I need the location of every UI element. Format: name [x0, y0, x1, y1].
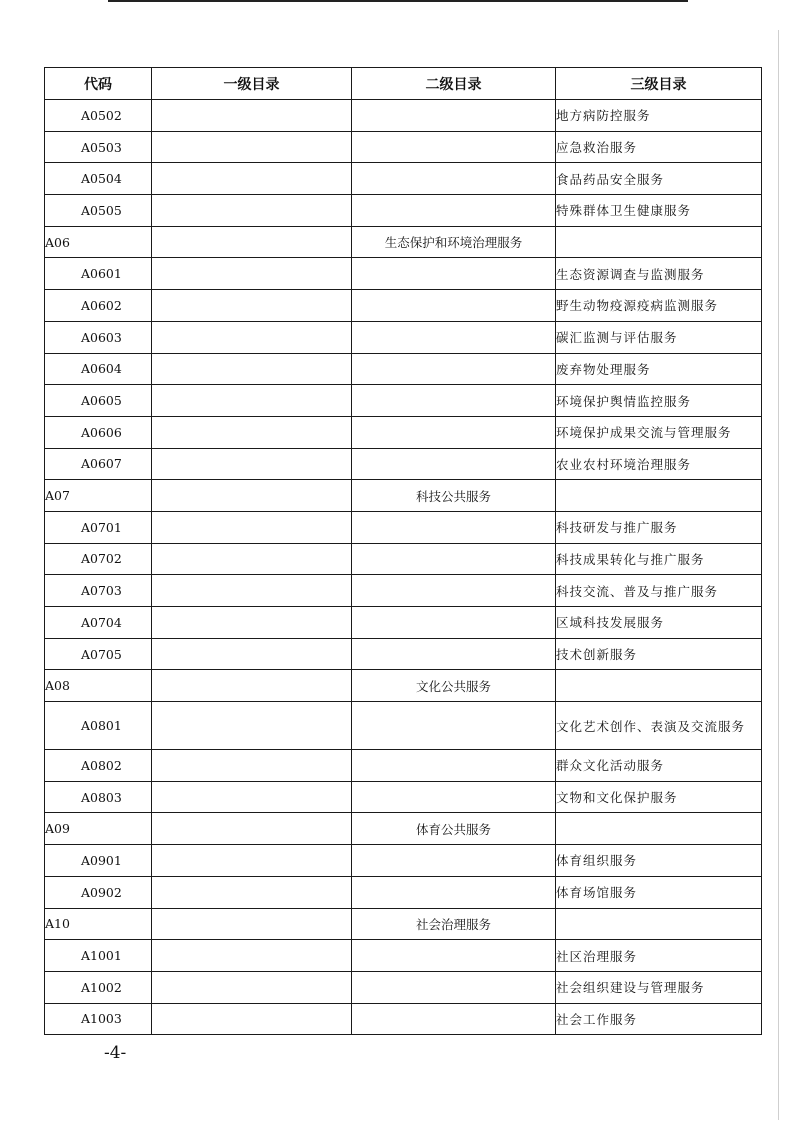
cell-level1 — [152, 908, 352, 940]
cell-level1 — [152, 1003, 352, 1035]
cell-level1 — [152, 195, 352, 227]
cell-code: A09 — [45, 813, 152, 845]
table-row — [45, 416, 762, 448]
cell-level1 — [152, 258, 352, 290]
cell-code: A0705 — [45, 638, 152, 670]
header-code: 代码 — [45, 68, 152, 100]
table-row — [45, 813, 762, 845]
cell-code: A07 — [45, 480, 152, 512]
cell-code: A0603 — [45, 321, 152, 353]
cell-level2: 科技公共服务 — [352, 480, 556, 512]
cell-level3: 群众文化活动服务 — [556, 750, 762, 782]
table-row — [45, 258, 762, 290]
cell-level3: 社区治理服务 — [556, 940, 762, 972]
table-row — [45, 971, 762, 1003]
cell-code: A0602 — [45, 290, 152, 322]
table-row — [45, 543, 762, 575]
cell-level2 — [352, 163, 556, 195]
cell-level2: 生态保护和环境治理服务 — [352, 226, 556, 258]
cell-level3: 地方病防控服务 — [556, 100, 762, 132]
cell-level3: 碳汇监测与评估服务 — [556, 321, 762, 353]
cell-level3: 体育场馆服务 — [556, 876, 762, 908]
cell-level2 — [352, 971, 556, 1003]
table-row — [45, 845, 762, 877]
cell-level1 — [152, 385, 352, 417]
header-level1: 一级目录 — [152, 68, 352, 100]
cell-code: A0803 — [45, 781, 152, 813]
table-row — [45, 702, 762, 750]
cell-level3: 科技研发与推广服务 — [556, 511, 762, 543]
cell-code: A06 — [45, 226, 152, 258]
cell-code: A0802 — [45, 750, 152, 782]
cell-code: A0902 — [45, 876, 152, 908]
cell-code: A08 — [45, 670, 152, 702]
cell-level2 — [352, 100, 556, 132]
cell-level2 — [352, 781, 556, 813]
cell-level2 — [352, 702, 556, 750]
cell-level3: 体育组织服务 — [556, 845, 762, 877]
cell-level1 — [152, 100, 352, 132]
cell-level2 — [352, 416, 556, 448]
table-header-row — [45, 68, 762, 100]
cell-code: A1001 — [45, 940, 152, 972]
cell-level2 — [352, 575, 556, 607]
cell-code: A0607 — [45, 448, 152, 480]
table-row — [45, 638, 762, 670]
cell-level1 — [152, 750, 352, 782]
cell-code: A0601 — [45, 258, 152, 290]
cell-level3: 科技交流、普及与推广服务 — [556, 575, 762, 607]
cell-level3: 社会组织建设与管理服务 — [556, 971, 762, 1003]
cell-code: A0702 — [45, 543, 152, 575]
cell-code: A0703 — [45, 575, 152, 607]
cell-level2: 社会治理服务 — [352, 908, 556, 940]
cell-level3: 文物和文化保护服务 — [556, 781, 762, 813]
cell-level1 — [152, 448, 352, 480]
cell-level2 — [352, 940, 556, 972]
cell-level3: 废弃物处理服务 — [556, 353, 762, 385]
cell-level2 — [352, 876, 556, 908]
table-row — [45, 290, 762, 322]
cell-code: A0605 — [45, 385, 152, 417]
cell-code: A1003 — [45, 1003, 152, 1035]
table-row — [45, 1003, 762, 1035]
cell-level3: 科技成果转化与推广服务 — [556, 543, 762, 575]
cell-level2 — [352, 353, 556, 385]
table-row — [45, 226, 762, 258]
table-row — [45, 670, 762, 702]
cell-code: A0701 — [45, 511, 152, 543]
cell-level3: 特殊群体卫生健康服务 — [556, 195, 762, 227]
cell-level3: 环境保护成果交流与管理服务 — [556, 416, 762, 448]
cell-code: A1002 — [45, 971, 152, 1003]
cell-level1 — [152, 163, 352, 195]
cell-code: A0502 — [45, 100, 152, 132]
cell-level3: 文化艺术创作、表演及交流服务 — [556, 702, 762, 750]
cell-level1 — [152, 813, 352, 845]
cell-level1 — [152, 480, 352, 512]
cell-level2 — [352, 511, 556, 543]
cell-level3: 区域科技发展服务 — [556, 607, 762, 639]
table-row — [45, 385, 762, 417]
cell-level1 — [152, 543, 352, 575]
cell-code: A0901 — [45, 845, 152, 877]
table-row — [45, 575, 762, 607]
table-row — [45, 321, 762, 353]
cell-level1 — [152, 321, 352, 353]
table-row — [45, 448, 762, 480]
cell-level3: 技术创新服务 — [556, 638, 762, 670]
table-row — [45, 607, 762, 639]
cell-level3 — [556, 670, 762, 702]
cell-level3: 农业农村环境治理服务 — [556, 448, 762, 480]
cell-code: A0801 — [45, 702, 152, 750]
table-row — [45, 940, 762, 972]
table-row — [45, 131, 762, 163]
cell-level1 — [152, 575, 352, 607]
table-row — [45, 163, 762, 195]
cell-level2 — [352, 1003, 556, 1035]
cell-level3 — [556, 908, 762, 940]
cell-level1 — [152, 226, 352, 258]
cell-level1 — [152, 702, 352, 750]
service-catalog-table — [44, 67, 762, 1035]
cell-level2 — [352, 131, 556, 163]
cell-level3: 应急救治服务 — [556, 131, 762, 163]
cell-level2 — [352, 448, 556, 480]
cell-level2 — [352, 607, 556, 639]
table-row — [45, 353, 762, 385]
cell-level1 — [152, 670, 352, 702]
cell-level3 — [556, 226, 762, 258]
table-row — [45, 480, 762, 512]
cell-code: A10 — [45, 908, 152, 940]
cell-level3 — [556, 813, 762, 845]
cell-level1 — [152, 511, 352, 543]
cell-level2 — [352, 385, 556, 417]
page-number: -4- — [104, 1043, 127, 1063]
cell-level3: 生态资源调查与监测服务 — [556, 258, 762, 290]
scan-edge-line — [778, 30, 779, 1120]
cell-code: A0704 — [45, 607, 152, 639]
cell-level1 — [152, 940, 352, 972]
cell-level3: 环境保护舆情监控服务 — [556, 385, 762, 417]
header-level2: 二级目录 — [352, 68, 556, 100]
cell-level1 — [152, 971, 352, 1003]
cell-level1 — [152, 416, 352, 448]
cell-level2 — [352, 258, 556, 290]
cell-level3 — [556, 480, 762, 512]
cell-code: A0606 — [45, 416, 152, 448]
cell-level1 — [152, 131, 352, 163]
table-row — [45, 876, 762, 908]
cell-level1 — [152, 290, 352, 322]
header-level3: 三级目录 — [556, 68, 762, 100]
cell-code: A0503 — [45, 131, 152, 163]
cell-level2 — [352, 543, 556, 575]
cell-level3: 野生动物疫源疫病监测服务 — [556, 290, 762, 322]
cell-level1 — [152, 353, 352, 385]
cell-level3: 社会工作服务 — [556, 1003, 762, 1035]
table-row — [45, 750, 762, 782]
table-row — [45, 100, 762, 132]
cell-code: A0604 — [45, 353, 152, 385]
cell-code: A0505 — [45, 195, 152, 227]
table-row — [45, 511, 762, 543]
top-border-line — [108, 0, 688, 2]
table-row — [45, 781, 762, 813]
table-row — [45, 908, 762, 940]
cell-level2 — [352, 638, 556, 670]
table-body — [45, 100, 762, 1035]
cell-level1 — [152, 876, 352, 908]
cell-level2 — [352, 290, 556, 322]
cell-level2 — [352, 845, 556, 877]
cell-level1 — [152, 638, 352, 670]
cell-level3: 食品药品安全服务 — [556, 163, 762, 195]
cell-level2 — [352, 750, 556, 782]
cell-level2 — [352, 195, 556, 227]
cell-level2: 体育公共服务 — [352, 813, 556, 845]
cell-level1 — [152, 781, 352, 813]
cell-level1 — [152, 845, 352, 877]
table-row — [45, 195, 762, 227]
cell-level2: 文化公共服务 — [352, 670, 556, 702]
cell-code: A0504 — [45, 163, 152, 195]
cell-level1 — [152, 607, 352, 639]
cell-level2 — [352, 321, 556, 353]
